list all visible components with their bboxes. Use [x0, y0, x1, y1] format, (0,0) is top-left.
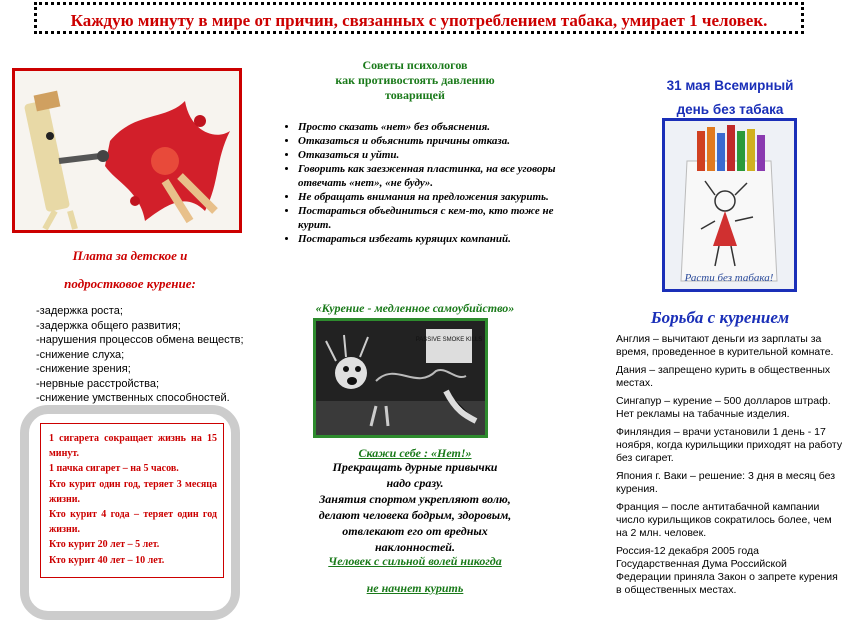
- say-no-title: Скажи себе : «Нет!»: [358, 446, 472, 460]
- passive-smoke-illustration: [313, 318, 488, 438]
- list-item: -нервные расстройства;: [36, 377, 160, 390]
- list-item: -снижение слуха;: [36, 348, 125, 361]
- facts-box: [40, 423, 224, 578]
- list-item: -задержка общего развития;: [36, 319, 181, 332]
- list-item: Сингапур – курение – 500 долларов штраф. Нет рекламы на табачные изделия.: [616, 395, 831, 420]
- list-item: -задержка роста;: [36, 305, 123, 317]
- list-item: Англия – вычитают деньги из зарплаты за время, проведенное в курительной комнате.: [616, 333, 834, 358]
- list-item: • Просто сказать «нет» без объяснения.: [298, 120, 558, 134]
- fight-title: Борьба с курением: [650, 308, 790, 327]
- grow-without-tobacco-poster: [662, 118, 797, 292]
- cigarette-shooting-illustration: [12, 68, 242, 233]
- list-item: Россия-12 декабря 2005 года Государственная Дума Российской Федерации приняла Закон о запрете курения в общественных местах.: [616, 545, 838, 596]
- strong-will-line1: Человек с сильной волей никогда: [328, 554, 502, 568]
- headline-banner: Каждую минуту в мире от причин, связанных с употреблением табака, умирает 1 человек.: [34, 2, 804, 34]
- list-item: -нарушения процессов обмена веществ;: [36, 334, 244, 346]
- fact-item: Кто курит 4 года – теряет один год жизни.: [49, 509, 217, 536]
- payment-title-line2: подростковое курение:: [64, 276, 196, 291]
- list-item: • Постараться объединиться с кем-то, кто тоже не курит.: [298, 204, 558, 232]
- list-item: • Отказаться и уйти.: [298, 148, 558, 162]
- list-item: Дания – запрещено курить в общественных местах.: [616, 364, 831, 389]
- list-item: -снижение умственных способностей.: [36, 392, 230, 404]
- fact-item: Кто курит 40 лет – 10 лет.: [49, 554, 165, 566]
- list-item: • Говорить как заезженная пластинка, на все уговоры отвечать «нет», «не буду».: [298, 162, 558, 190]
- strong-will-line2: не начнет курить: [366, 581, 464, 595]
- list-item: Япония г. Ваки – решение: 3 дня в месяц без курения.: [616, 470, 836, 495]
- fact-item: Кто курит 20 лет – 5 лет.: [49, 539, 160, 551]
- list-item: Франция – после антитабачной кампании число курильщиков сократилось более, чем на 2 млн. человек.: [616, 501, 832, 539]
- fact-item: 1 сигарета сокращает жизнь на 15 минут.: [49, 433, 217, 460]
- advice-title: Советы психологов как противостоять давлению товарищей: [335, 58, 495, 102]
- list-item: • Постараться избегать курящих компаний.: [298, 232, 558, 246]
- slow-suicide-caption: «Курение - медленное самоубийство»: [315, 301, 515, 315]
- list-item: Финляндия – врачи установили 1 день - 17 ноября, когда курильщики приходят на работу без сигарет.: [616, 426, 843, 464]
- fight-list: [616, 333, 844, 602]
- say-no-text: Прекращать дурные привычки надо сразу. Занятия спортом укрепляют волю, делают человека бодрым, здоровым, отвлекают его от вредных наклонностей.: [318, 460, 512, 554]
- list-item: • Отказаться и объяснить причины отказа.: [298, 134, 558, 148]
- list-item: -снижение зрения;: [36, 363, 131, 375]
- list-item: • Не обращать внимания на предложения закурить.: [298, 190, 558, 204]
- payment-title-line1: Плата за детское и: [72, 248, 188, 263]
- fact-item: 1 пачка сигарет – на 5 часов.: [49, 463, 179, 475]
- effects-list: [36, 304, 266, 406]
- advice-list: [258, 120, 558, 246]
- poster-caption: Расти без табака!: [684, 272, 774, 284]
- no-tobacco-day-title: 31 мая Всемирный день без табака: [666, 78, 794, 117]
- passive-sign-text: PASSIVE SMOKE KILLS: [415, 337, 483, 343]
- fact-item: Кто курит один год, теряет 3 месяца жизни.: [49, 478, 217, 505]
